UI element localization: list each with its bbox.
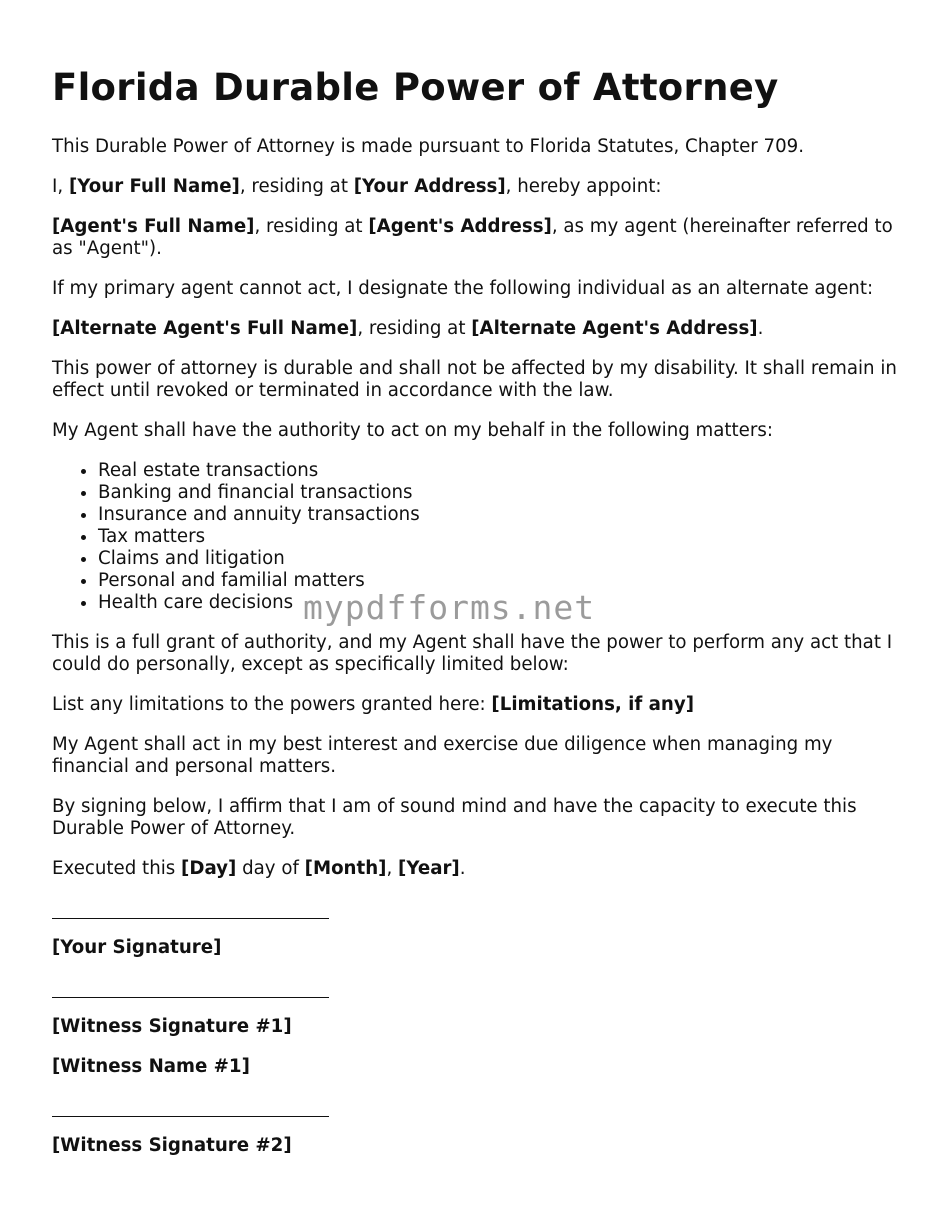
alternate-name-field: [Alternate Agent's Full Name] [52,318,358,339]
list-item: • Claims and litigation [98,548,897,570]
witness-signature-2-label [52,1135,897,1157]
executed-day-field: [Day] [181,858,237,879]
affirmation-paragraph: By signing below, I affirm that I am of sound mind and have the capacity to execute this Durable Power of Attorney. [52,796,857,839]
list-item: • Health care decisions [98,592,897,614]
intro-paragraph: This Durable Power of Attorney is made pursuant to Florida Statutes, Chapter 709. [52,136,805,157]
list-item: • Personal and familial matters [98,570,897,592]
alternate-paragraph [52,318,897,340]
agent-mid: , residing at [254,216,369,237]
list-item: • Banking and financial transactions [98,482,897,504]
list-item: • Real estate transactions [98,460,897,482]
durability-paragraph: This power of attorney is durable and shall not be affected by my disability. It shall remain in effect until revoked or terminated in accordance with the law. [52,358,897,401]
principal-name-field: [Your Full Name] [68,176,240,197]
agent-address-field: [Agent's Address] [368,216,552,237]
principal-paragraph [52,176,897,198]
signature-line-witness-1 [52,977,329,998]
alternate-intro-paragraph: If my primary agent cannot act, I designate the following individual as an alternate agent: [52,278,874,299]
signature-line-witness-2 [52,1096,329,1117]
executed-suffix: . [459,858,466,879]
executed-month-field: [Month] [304,858,387,879]
alternate-address-field: [Alternate Agent's Address] [471,318,758,339]
your-signature-label [52,937,897,959]
signature-line-principal [52,898,329,919]
witness-signature-2-field: [Witness Signature #2] [52,1135,292,1156]
diligence-paragraph: My Agent shall act in my best interest and exercise due diligence when managing my financial and personal matters. [52,734,833,777]
list-item: • Insurance and annuity transactions [98,504,897,526]
agent-paragraph [52,216,897,260]
full-grant-paragraph: This is a full grant of authority, and my Agent shall have the power to perform any act that I could do personally, except as specifically limited below: [52,632,893,675]
executed-prefix: Executed this [52,858,182,879]
your-signature-field: [Your Signature] [52,937,222,958]
agent-suffix: , as my agent (hereinafter referred to as "Agent"). [52,216,893,259]
executed-mid2: , [386,858,399,879]
principal-mid: , residing at [239,176,354,197]
alternate-suffix: . [757,318,764,339]
limitations-paragraph [52,694,897,716]
principal-prefix: I, [52,176,69,197]
principal-suffix: , hereby appoint: [505,176,662,197]
witness-signature-1-label [52,1016,897,1038]
limitations-text: List any limitations to the powers granted here: [52,694,492,715]
witness-signature-1-field: [Witness Signature #1] [52,1016,292,1037]
authority-intro-paragraph: My Agent shall have the authority to act on my behalf in the following matters: [52,420,773,441]
alternate-mid: , residing at [357,318,472,339]
document-title: Florida Durable Power of Attorney [52,66,779,109]
list-item: • Tax matters [98,526,897,548]
executed-paragraph [52,858,897,880]
watermark: mypdfforms.net [303,588,596,627]
witness-name-1-field: [Witness Name #1] [52,1056,250,1077]
executed-mid1: day of [236,858,305,879]
agent-name-field: [Agent's Full Name] [52,216,255,237]
executed-year-field: [Year] [398,858,460,879]
witness-name-1-label [52,1056,897,1078]
principal-address-field: [Your Address] [353,176,506,197]
limitations-field: [Limitations, if any] [491,694,695,715]
